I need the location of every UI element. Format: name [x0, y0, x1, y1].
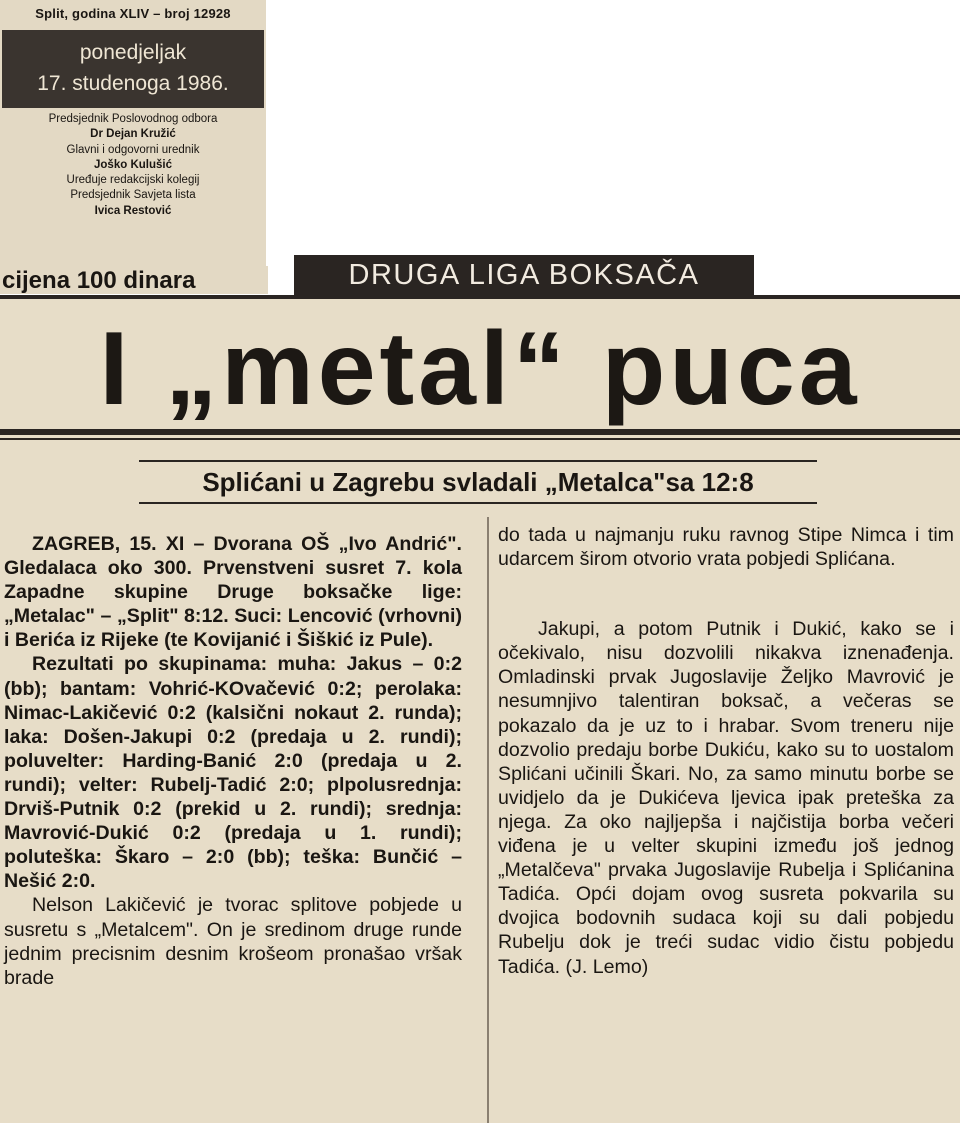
staff-list [0, 112, 266, 219]
date: 17. studenoga 1986. [37, 72, 229, 95]
masthead-box [0, 0, 266, 266]
headline-rule-thin [0, 438, 960, 440]
byline: (J. Lemo) [565, 955, 649, 978]
staff-role: Uređuje redakcijski kolegij [66, 174, 200, 187]
staff-name: Joško Kulušić [94, 158, 172, 171]
staff-role: Predsjednik Savjeta lista [70, 189, 196, 202]
staff-role: Glavni i odgovorni urednik [66, 143, 200, 156]
lead-paragraph: ZAGREB, 15. XI – Dvorana OŠ „Ivo Andrić". Gledalaca oko 300. Prvenstveni susret 7. kola Zapadne skupine Druge boksačke lige: „Metalac" – „Split" 8:12. Suci: Lencović (vrhovni) i Berića iz Rijeke (te Kovijanić i Šiškić iz Pule). [4, 533, 462, 652]
results-paragraph: Rezultati po skupinama: muha: Jakus – 0:2 (bb); bantam: Vohrić-KOvačević 0:2; perolaka: Nimac-Lakičević 0:2 (kalsični nokaut 2. runda); laka: Došen-Jakupi 0:2 (predaja u 2. rundi); poluvelter: Harding-Banić 2:0 (predaja u 2. rundi); velter: Rubelj-Tadić 2:0; plpolusrednja: Drviš-Putnik 0:2 (prekid u 2. rundi); srednja: Mavrović-Dukić 0:2 (predaja u 1. rundi); poluteška: Škaro – 2:0 (bb); teška: Bunčić – Nešić 2:0. [4, 653, 462, 893]
section-kicker: DRUGA LIGA BOKSAČA [294, 255, 754, 295]
top-rule [0, 295, 960, 299]
article [0, 295, 960, 1123]
column-divider [487, 517, 489, 1123]
date-box [2, 30, 264, 108]
staff-role: Predsjednik Poslovodnog odbora [48, 113, 218, 125]
body-text: Jakupi, a potom Putnik i Dukić, kako se i očekivalo, nisu dozvolili nikakva iznenađenja. Omladinski prvak Jugoslavije Željko Mavrović je nesumnjivo talentiran boksač, a večeras se pokazalo da je uz to i hrabar. Svom treneru nije dozvolio predaju borbe Dukiću, kako su to uostalom Splićani učinili Škari. No, za samo minutu borbe se uvidjelo da je Dukićeva ljevica ipak preteška za njega. Za oko najljepša i najčistija borba večeri viđena je u velter skupini između još jednog „Metalčeva" prvaka Jugoslavije Rubelja i Splićanina Tadića. Opći dojam ovog susreta pokvarila su dvojica bodovnih sudaca koji su dali pobjedu Rubelju dok je treći sudac vidio čistu pobjedu Tadića. [498, 618, 954, 978]
body-paragraph: do tada u najmanju ruku ravnog Stipe Nimca i tim udarcem širom otvorio vrata pobjedi Splićana. [498, 524, 954, 571]
price-line: cijena 100 dinara [0, 266, 268, 294]
body-paragraph [498, 617, 954, 978]
headline-rule-thick [0, 429, 960, 435]
right-column [498, 523, 954, 979]
issue-line: Split, godina XLIV – broj 12928 [35, 6, 231, 21]
headline: I „metal“ puca [99, 311, 861, 427]
subheadline: Splićani u Zagrebu svladali „Metalca"sa 12:8 [139, 460, 817, 504]
weekday: ponedjeljak [79, 41, 187, 64]
body-paragraph: Nelson Lakičević je tvorac splitove pobjede u susretu s „Metalcem". On je sredinom druge runde jednim precisnim desnim krošeom pronašao vršak brade [4, 894, 462, 989]
staff-name: Dr Dejan Kružić [90, 128, 176, 141]
staff-name: Ivica Restović [94, 204, 172, 217]
left-column [4, 532, 462, 990]
